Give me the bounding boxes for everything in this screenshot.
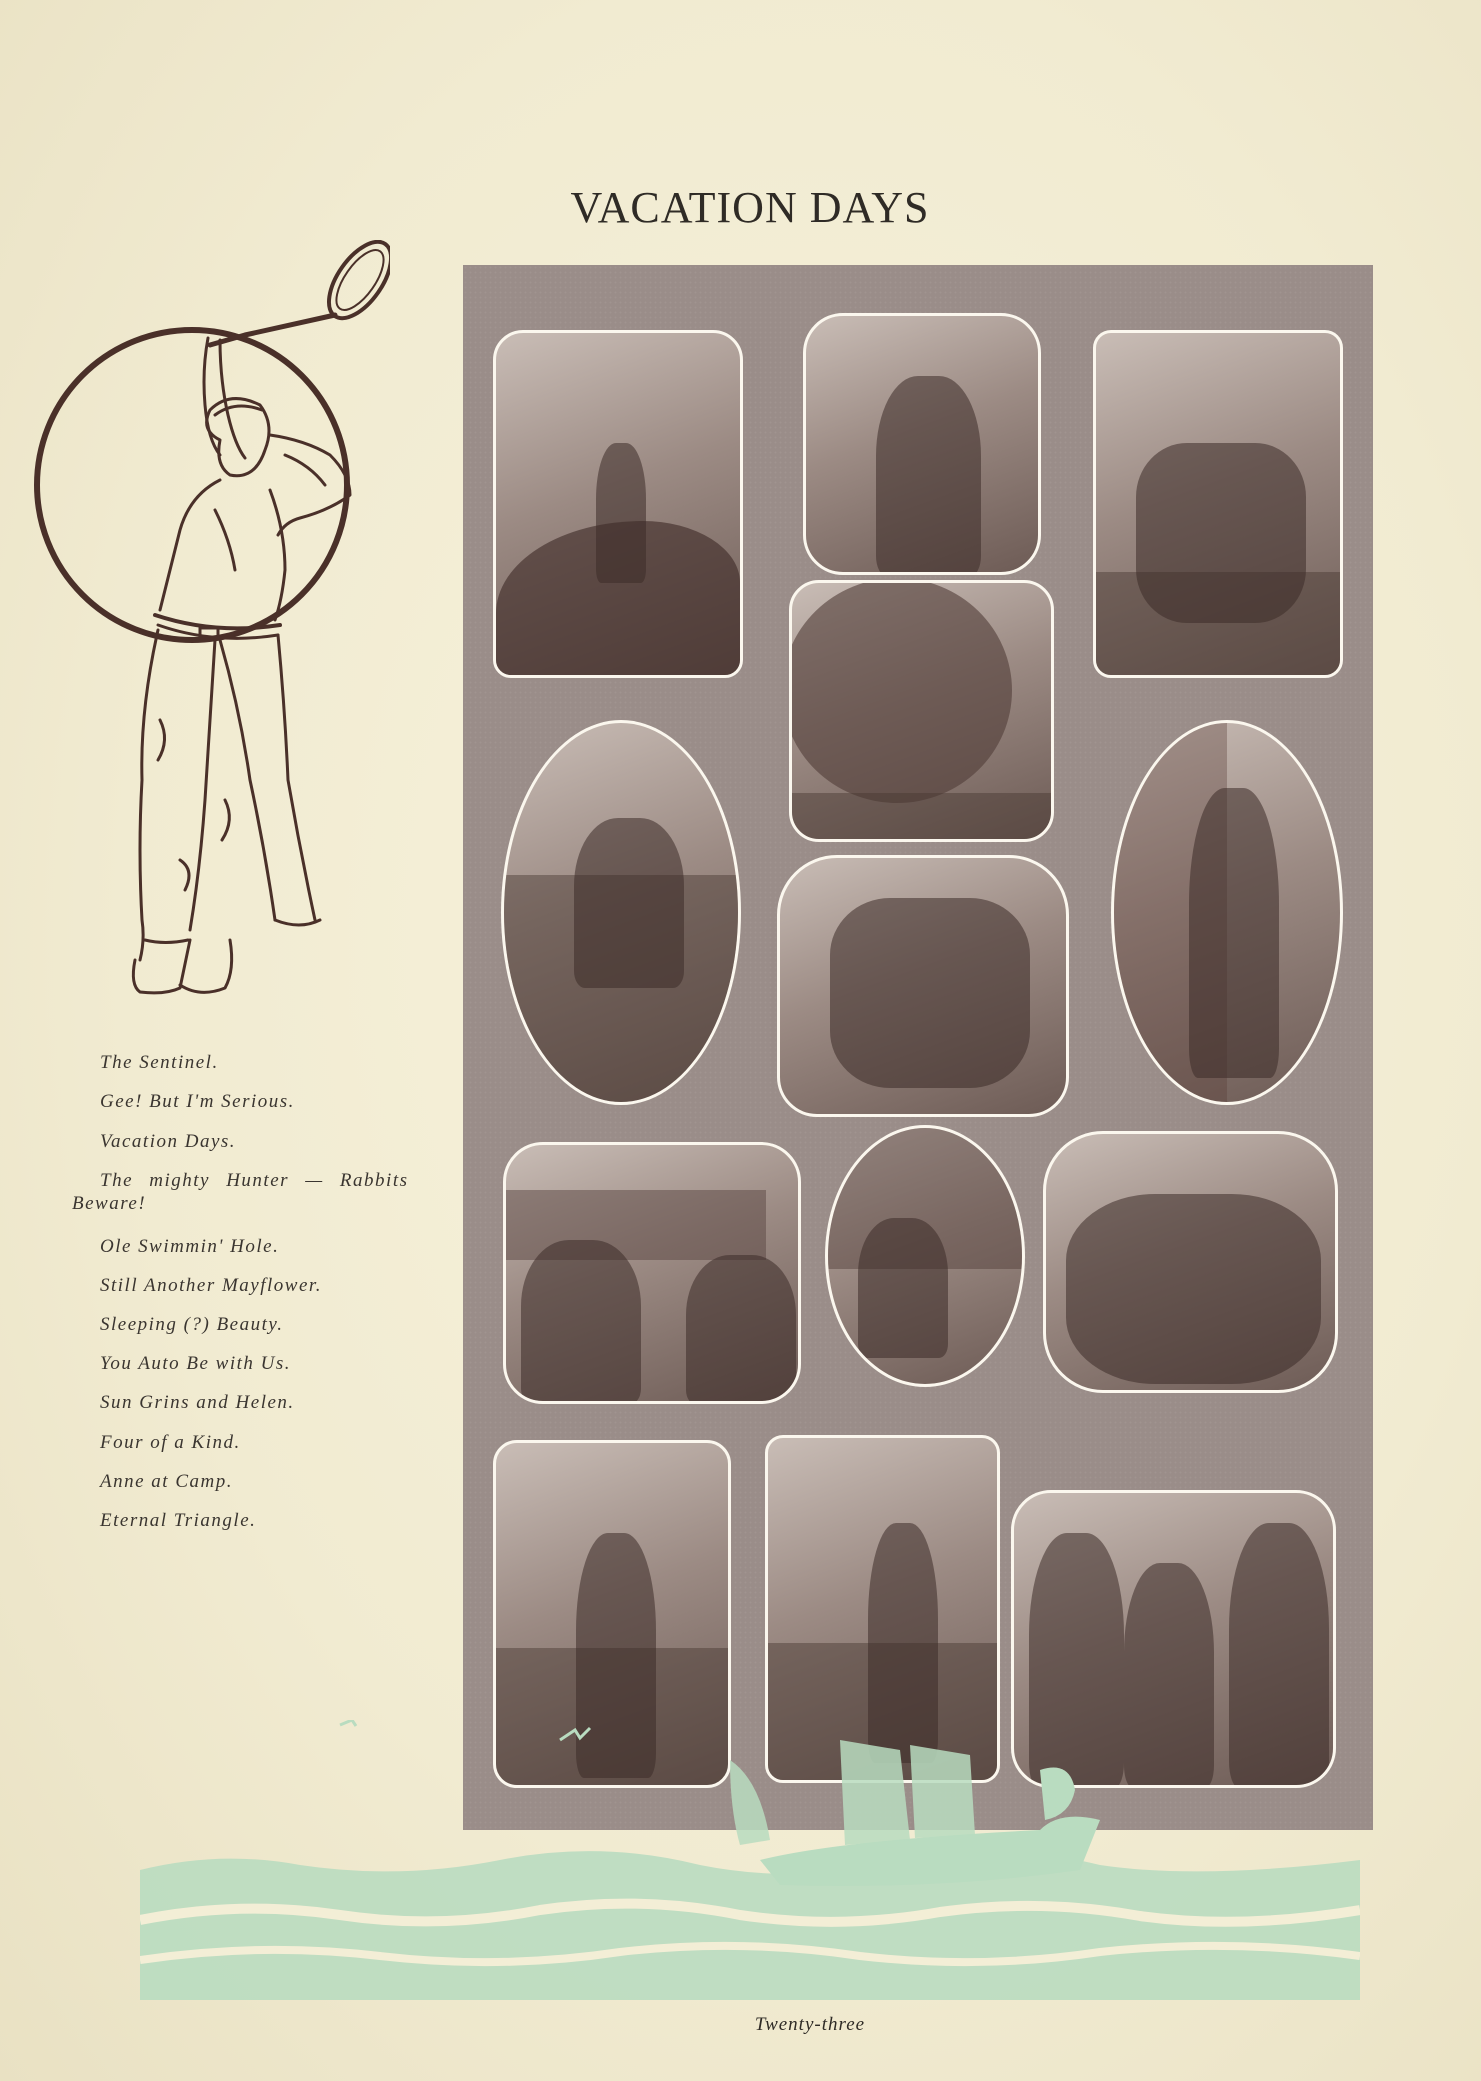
caption-item: You Auto Be with Us. — [100, 1353, 291, 1374]
page-title: VACATION DAYS — [570, 183, 930, 232]
caption-item: Beware! — [72, 1193, 147, 1214]
caption-item: Vacation Days. — [100, 1131, 237, 1152]
photo-sleeping-beauty — [1111, 720, 1343, 1105]
sea-ship-decoration — [140, 1720, 1360, 2010]
hoop-circle — [37, 330, 347, 640]
caption-item: Ole Swimmin' Hole. — [100, 1236, 280, 1257]
racket-handle — [210, 315, 335, 345]
caption-item: Sleeping (?) Beauty. — [100, 1314, 284, 1335]
page-number: Twenty-three — [754, 2014, 866, 2035]
photo-sun-grins-and-helen — [825, 1125, 1025, 1387]
photo-you-auto-be-with-us — [503, 1142, 801, 1404]
photo-collage-panel — [463, 265, 1373, 1830]
caption-item: Anne at Camp. — [100, 1471, 233, 1492]
photo-the-sentinel — [493, 330, 743, 678]
caption-item: Four of a Kind. — [100, 1432, 241, 1453]
caption-item: The mighty Hunter — Rabbits — [100, 1170, 409, 1191]
caption-item: Gee! But I'm Serious. — [100, 1091, 295, 1112]
caption-item: Eternal Triangle. — [100, 1510, 257, 1531]
photo-the-mighty-hunter — [501, 720, 741, 1105]
tennis-player-illustration — [30, 240, 390, 1010]
caption-item: Sun Grins and Helen. — [100, 1392, 295, 1413]
photo-still-another-mayflower — [789, 580, 1054, 842]
photo-four-of-a-kind — [1043, 1131, 1338, 1393]
caption-item: Still Another Mayflower. — [100, 1275, 322, 1296]
caption-item: The Sentinel. — [100, 1052, 219, 1073]
photo-gee-but-im-serious — [803, 313, 1041, 575]
photo-ole-swimmin-hole — [777, 855, 1069, 1117]
photo-vacation-days — [1093, 330, 1343, 678]
